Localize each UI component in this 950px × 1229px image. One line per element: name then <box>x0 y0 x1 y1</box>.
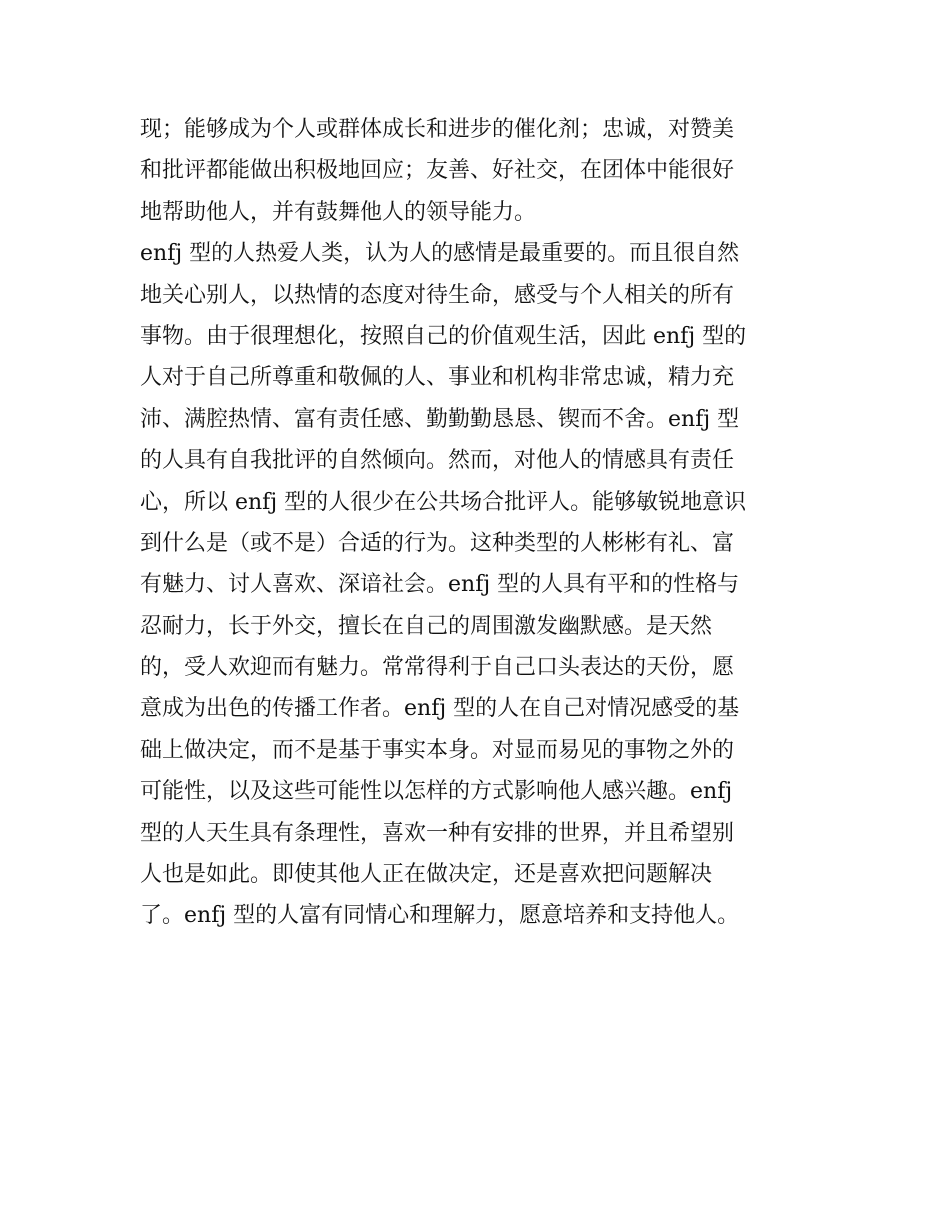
text-line-20: 了。enfj 型的人富有同情心和理解力，愿意培养和支持他人。 <box>140 903 740 929</box>
text-line-11: 到什么是（或不是）合适的行为。这种类型的人彬彬有礼、富 <box>140 530 735 556</box>
text-line-3: 地帮助他人，并有鼓舞他人的领导能力。 <box>140 199 537 225</box>
text-line-16: 础上做决定，而不是基于事实本身。对显而易见的事物之外的 <box>140 737 735 763</box>
text-line-4: enfj 型的人热爱人类，认为人的感情是最重要的。而且很自然 <box>140 241 740 267</box>
text-line-18: 型的人天生具有条理性，喜欢一种有安排的世界，并且希望别 <box>140 820 735 846</box>
text-line-1: 现；能够成为个人或群体成长和进步的催化剂；忠诚，对赞美 <box>140 117 735 142</box>
text-line-8: 沛、满腔热情、富有责任感、勤勤勤恳恳、锲而不舍。enfj 型 <box>140 406 740 432</box>
text-line-5: 地关心别人，以热情的态度对待生命，感受与个人相关的所有 <box>140 282 735 308</box>
body-text <box>140 109 820 937</box>
text-line-2: 和批评都能做出积极地回应；友善、好社交，在团体中能很好 <box>140 158 735 184</box>
text-line-19: 人也是如此。即使其他人正在做决定，还是喜欢把问题解决 <box>140 862 713 888</box>
text-line-9: 的人具有自我批评的自然倾向。然而，对他人的情感具有责任 <box>140 448 735 474</box>
text-line-10: 心，所以 enfj 型的人很少在公共场合批评人。能够敏锐地意识 <box>140 489 747 515</box>
text-line-6: 事物。由于很理想化，按照自己的价值观生活，因此 enfj 型的 <box>140 323 747 349</box>
text-line-12: 有魅力、讨人喜欢、深谙社会。enfj 型的人具有平和的性格与 <box>140 572 740 598</box>
text-line-15: 意成为出色的传播工作者。enfj 型的人在自己对情况感受的基 <box>140 696 740 722</box>
text-line-14: 的，受人欢迎而有魅力。常常得利于自己口头表达的天份，愿 <box>140 655 735 681</box>
text-line-13: 忍耐力，长于外交，擅长在自己的周围激发幽默感。是天然 <box>140 613 713 639</box>
text-line-7: 人对于自己所尊重和敬佩的人、事业和机构非常忠诚，精力充 <box>140 365 735 391</box>
text-line-17: 可能性，以及这些可能性以怎样的方式影响他人感兴趣。enfj <box>140 779 733 805</box>
